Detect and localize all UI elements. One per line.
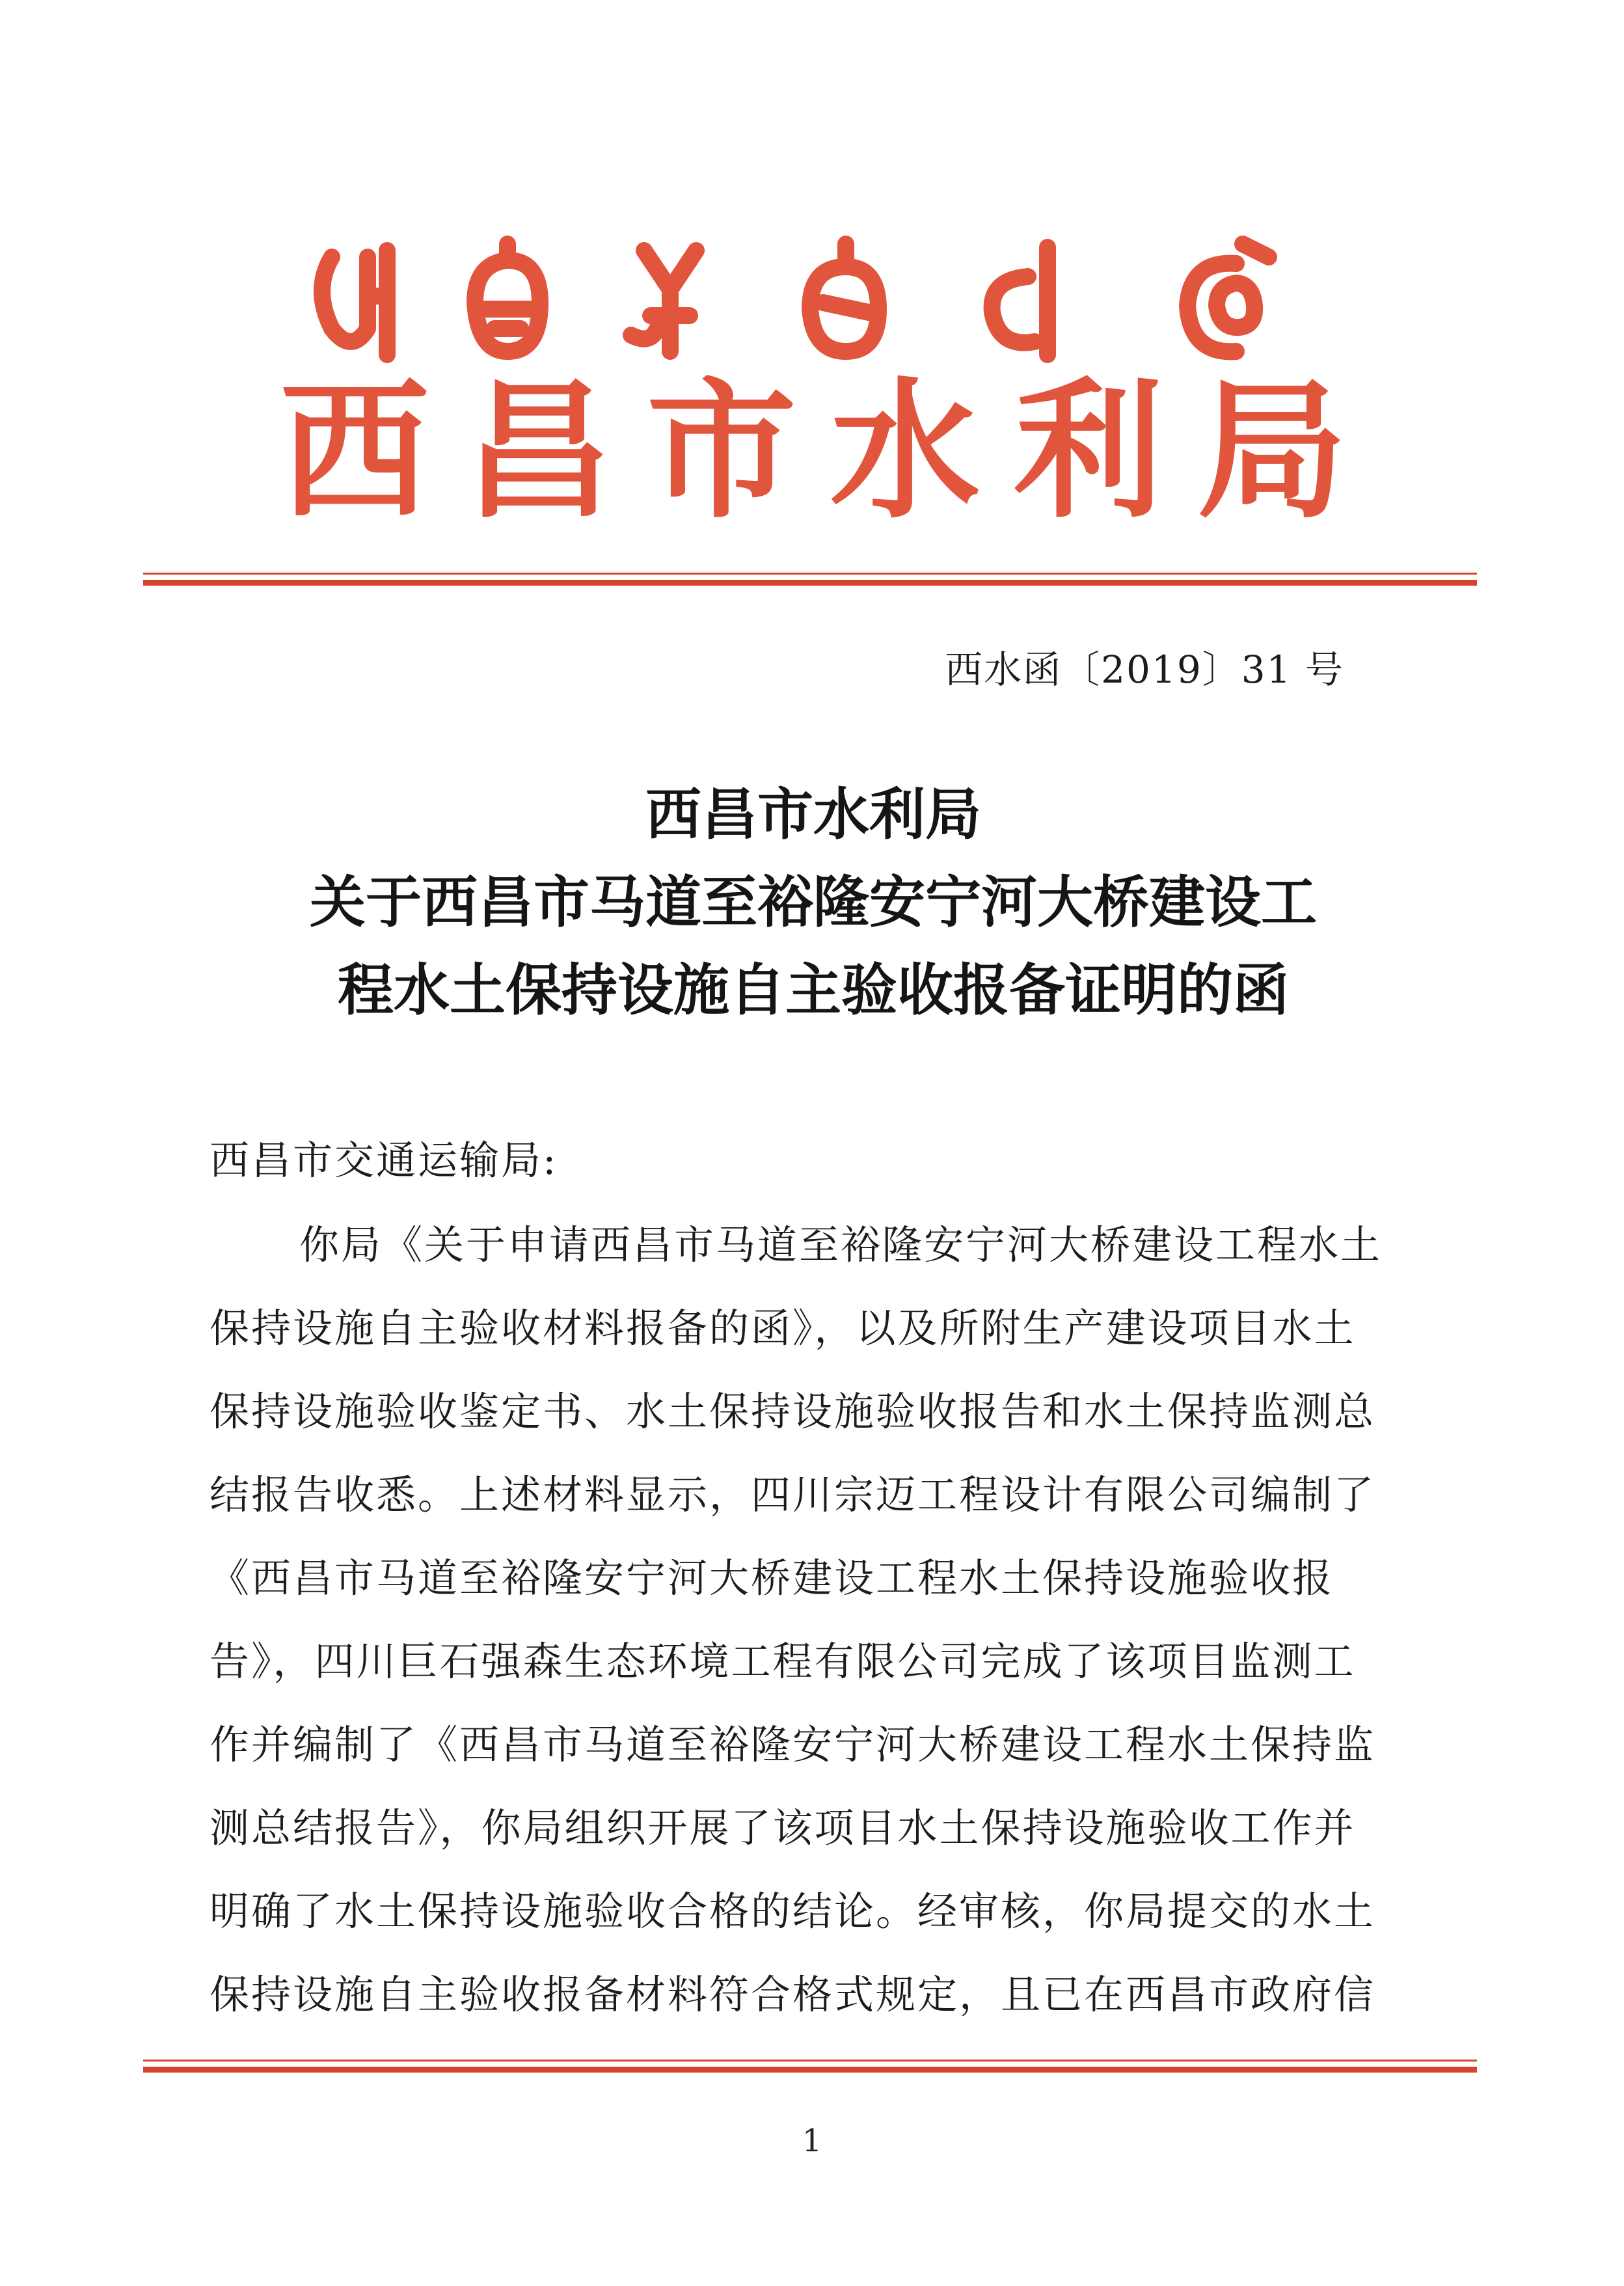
letterhead-red-rule	[143, 573, 1477, 586]
title-line: 程水土保持设施自主验收报备证明的函	[338, 958, 1289, 1023]
footer-red-rule	[143, 2060, 1477, 2073]
body-line: 保持设施自主验收报备材料符合格式规定，且已在西昌市政府信	[210, 1972, 1376, 2018]
agency-name-char: 市	[646, 365, 796, 539]
body-line: 《西昌市马道至裕隆安宁河大桥建设工程水土保持设施验收报	[210, 1555, 1334, 1601]
body-line: 测总结报告》，你局组织开展了该项目水土保持设施验收工作并	[210, 1805, 1356, 1851]
body-line: 保持设施验收鉴定书、水土保持设施验收报告和水土保持监测总	[210, 1389, 1376, 1435]
agency-name-char: 水	[830, 365, 980, 539]
body-line: 明确了水土保持设施验收合格的结论。经审核，你局提交的水土	[210, 1888, 1376, 1935]
addressee: 西昌市交通运输局:	[210, 1137, 558, 1184]
body-line: 作并编制了《西昌市马道至裕隆安宁河大桥建设工程水土保持监	[210, 1722, 1376, 1768]
body-line: 保持设施自主验收材料报备的函》，以及所附生产建设项目水土	[210, 1305, 1356, 1352]
yi-script-letterhead	[306, 231, 1321, 368]
agency-name-letterhead	[280, 365, 1347, 539]
page-number: 1	[802, 2123, 822, 2159]
title-line: 关于西昌市马道至裕隆安宁河大桥建设工	[310, 870, 1317, 935]
document-number: 西水函〔2019〕31 号	[945, 647, 1344, 692]
agency-name-char: 利	[1013, 365, 1163, 539]
body-line: 你局《关于申请西昌市马道至裕隆安宁河大桥建设工程水土	[299, 1222, 1383, 1268]
agency-name-char: 局	[1197, 365, 1347, 539]
document-title	[163, 771, 1464, 1035]
agency-name-char: 西	[280, 365, 430, 539]
body-text	[210, 1204, 1420, 2037]
title-line: 西昌市水利局	[645, 782, 981, 847]
body-line: 结报告收悉。上述材料显示，四川宗迈工程设计有限公司编制了	[210, 1472, 1376, 1518]
body-line: 告》，四川巨石强森生态环境工程有限公司完成了该项目监测工	[210, 1639, 1356, 1685]
agency-name-char: 昌	[463, 365, 613, 539]
yi-script-logo	[306, 231, 1321, 368]
